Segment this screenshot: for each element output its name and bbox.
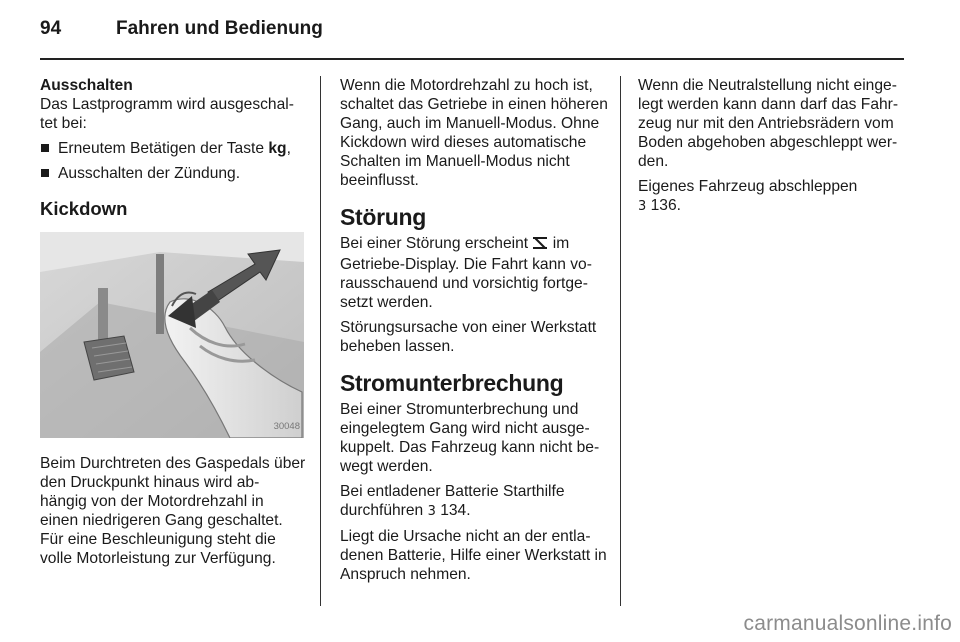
page-reference-arrow-icon: 3 (427, 504, 436, 519)
list-item (40, 164, 306, 183)
page-header (40, 18, 904, 58)
column-divider (620, 76, 621, 606)
ausschalten-text: Das Lastprogramm wird ausgeschal-tet bei: (40, 96, 294, 132)
bullet1-key: kg (268, 140, 287, 157)
abschleppen-ref[interactable]: 136. (650, 197, 681, 214)
strom-paragraph-2 (340, 482, 608, 521)
column-divider (320, 76, 321, 606)
column-1 (40, 76, 306, 574)
header-rule (40, 58, 904, 60)
strom-p2-prefix: Bei entladener Batterie Starthilfe durchführen (340, 483, 565, 519)
ausschalten-heading: Ausschalten (40, 77, 133, 94)
abschleppen-line: Eigenes Fahrzeug abschleppen (638, 178, 858, 195)
strom-heading: Stromunterbrechung (340, 370, 564, 396)
stoerung-p1-prefix: Bei einer Störung erscheint (340, 235, 533, 252)
page-number: 94 (40, 18, 62, 39)
pedal-foot-illustration-icon (40, 232, 304, 438)
strom-paragraph-3: Liegt die Ursache nicht an der entla-denen Batterie, Hilfe einer Werkstatt in Anspruch nehmen. (340, 528, 607, 583)
bullet2-text: Ausschalten der Zündung. (58, 165, 241, 182)
stoerung-paragraph-1 (340, 234, 608, 312)
gearbox-fault-icon (532, 236, 548, 255)
strom-p2-ref[interactable]: 134. (440, 502, 471, 519)
list-item (40, 139, 306, 158)
column-2 (340, 76, 608, 590)
strom-paragraph-1: Bei einer Stromunterbrechung und eingelegtem Gang wird nicht ausge-kuppelt. Das Fahrzeug kann nicht be-wegt werden. (340, 401, 600, 475)
kickdown-illustration (40, 232, 304, 438)
stoerung-p1-suffix: im Getriebe-Display. Die Fahrt kann vo-rausschauend und vorsichtig fortge-setzt werden. (340, 235, 592, 311)
illustration-code: 30048 (273, 421, 300, 432)
kickdown-heading: Kickdown (40, 198, 128, 219)
page-reference-arrow-icon: 3 (638, 199, 647, 214)
stoerung-heading: Störung (340, 204, 427, 230)
bullet-list (40, 139, 306, 183)
rpm-paragraph: Wenn die Motordrehzahl zu hoch ist, schaltet das Getriebe in einen höheren Gang, auch im Manuell-Modus. Ohne Kickdown wird dieses automatische Schalten im Manuell-Modus nicht beeinflusst. (340, 77, 608, 189)
watermark: carmanualsonline.info (743, 612, 952, 635)
page-title: Fahren und Bedienung (116, 18, 323, 39)
bullet1-prefix: Erneutem Betätigen der Taste (58, 140, 269, 157)
stoerung-paragraph-2: Störungsursache von einer Werkstatt beheben lassen. (340, 319, 597, 355)
abschleppen-paragraph (638, 177, 904, 216)
neutral-paragraph: Wenn die Neutralstellung nicht einge-legt werden kann dann darf das Fahr-zeug nur mit den Antriebsrädern vom Boden abgehoben abgeschleppt wer-den. (638, 77, 899, 170)
bullet1-suffix: , (286, 140, 291, 157)
bullet-square-icon (41, 169, 49, 177)
kickdown-text: Beim Durchtreten des Gaspedals über den Druckpunkt hinaus wird ab-hängig von der Motordrehzahl in einen niedrigeren Gang geschaltet. Für eine Beschleunigung steht die volle Motorleistung zur Verfügung. (40, 455, 306, 567)
bullet-square-icon (41, 144, 49, 152)
column-3 (638, 76, 904, 222)
